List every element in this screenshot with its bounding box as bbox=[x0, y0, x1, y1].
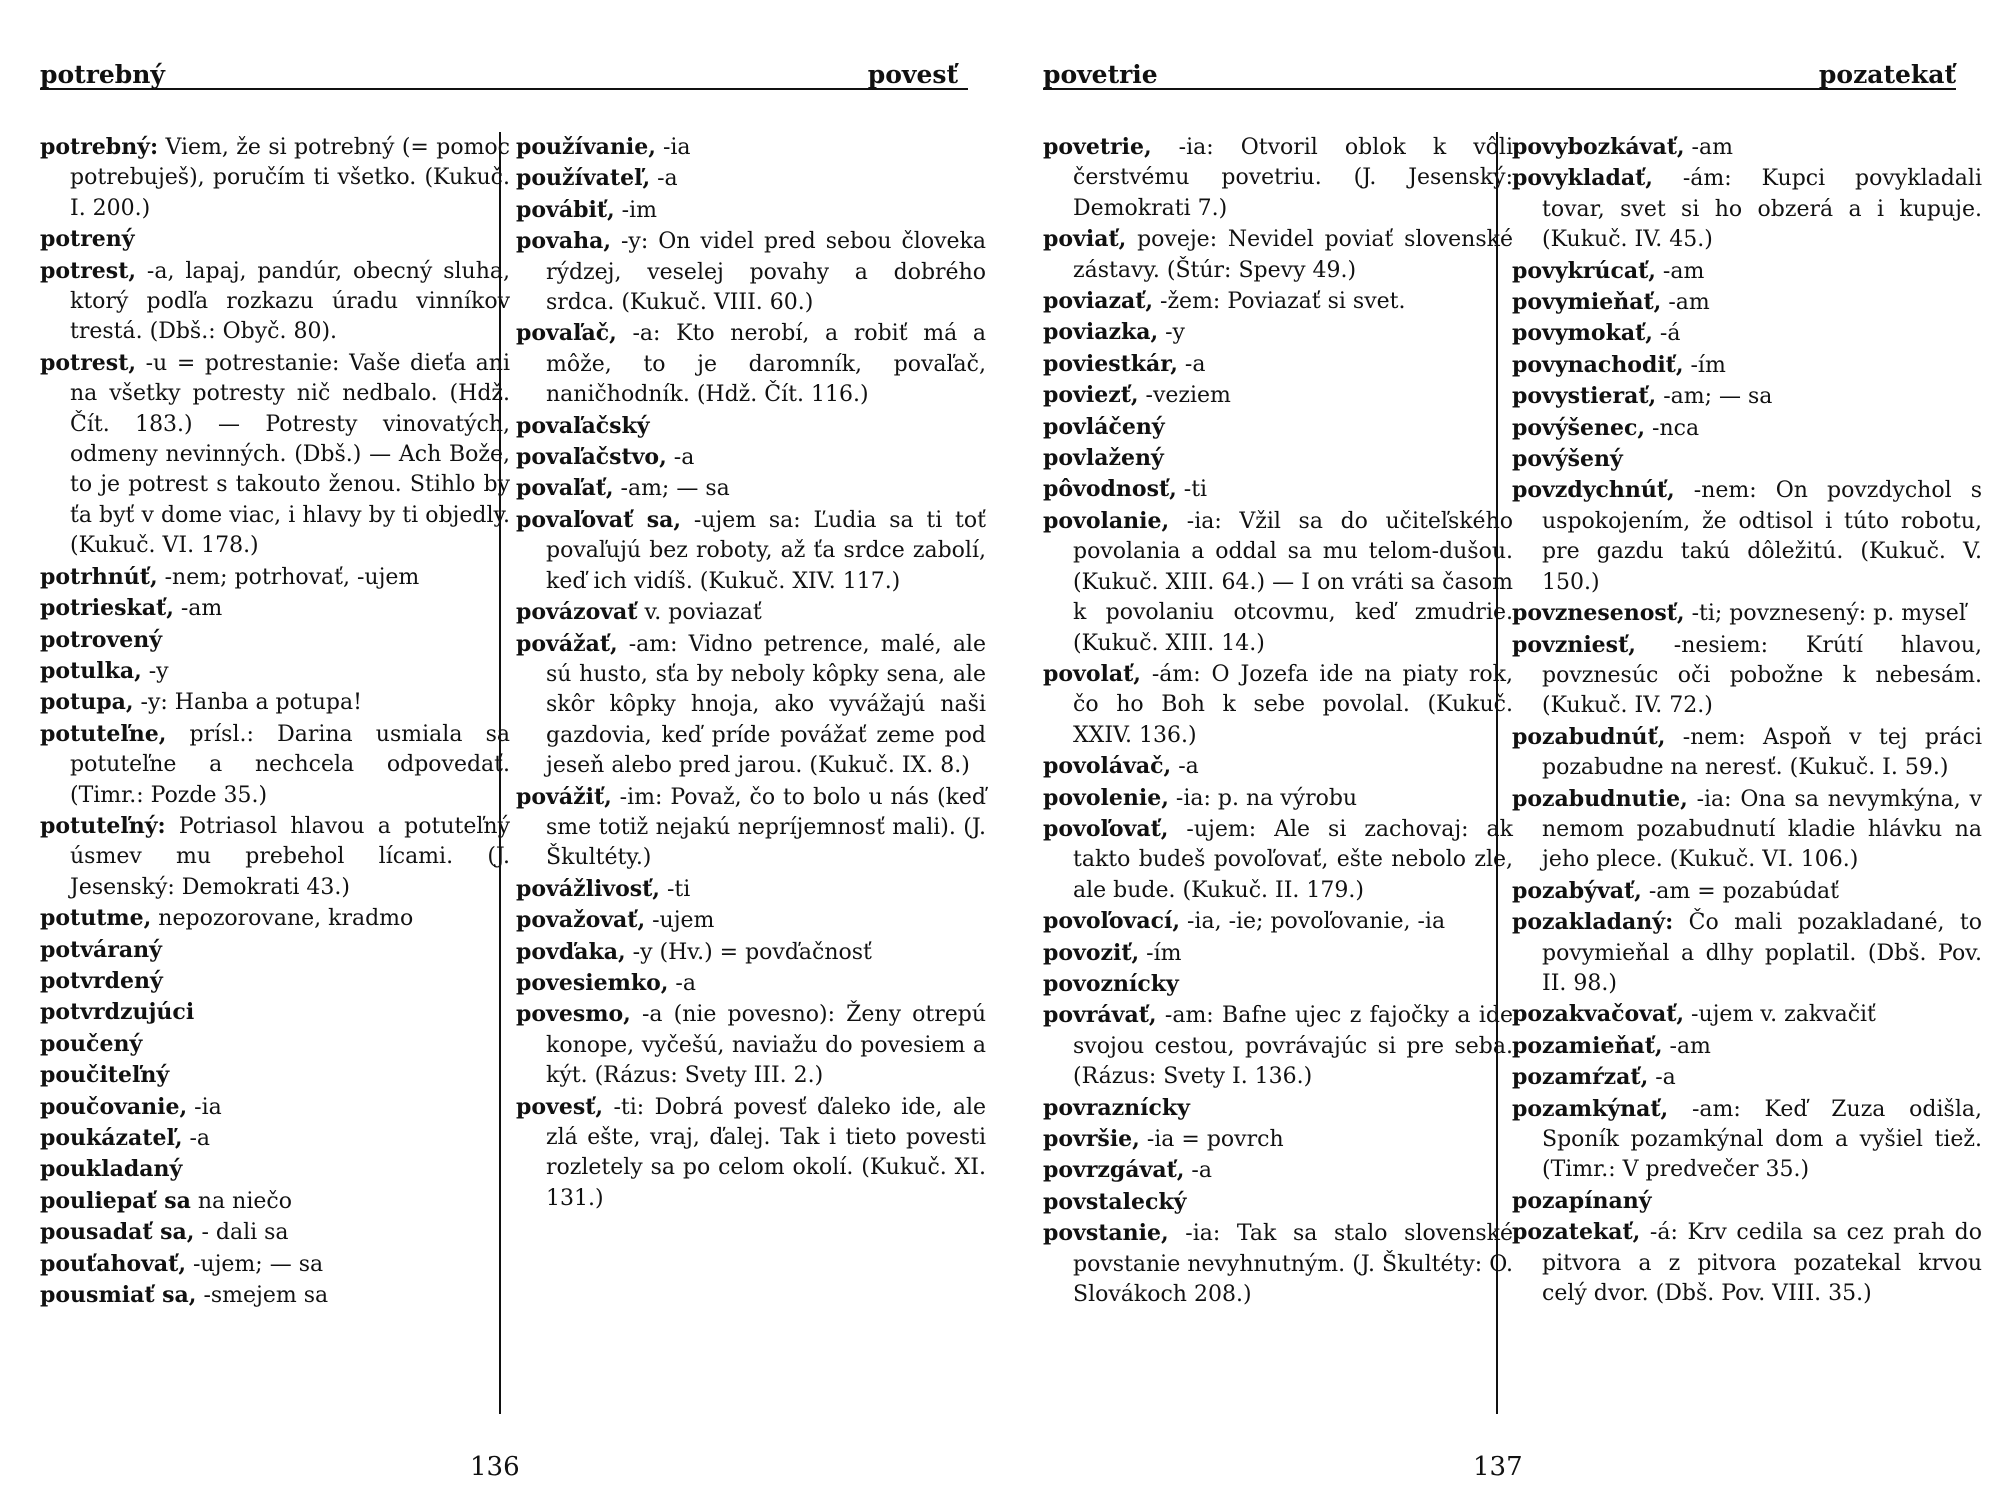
dictionary-entry bbox=[516, 905, 986, 936]
entry-text: -nca bbox=[1645, 415, 1700, 441]
dictionary-entry bbox=[1512, 1062, 1982, 1093]
entry-text: -y: On videl pred sebou človeka rýdzej, veselej povahy a dobrého srdca. (Kukuč. VIII. 60.) bbox=[546, 229, 986, 316]
headword: povznesenosť, bbox=[1512, 600, 1685, 627]
right-page-number: 137 bbox=[1473, 1452, 1523, 1482]
entry-text: -a (nie povesno): Ženy otrepú konope, vyčešú, naviažu do povesiem a kýt. (Rázus: Svety III. 2.) bbox=[546, 1002, 986, 1089]
dictionary-entry bbox=[1512, 722, 1982, 784]
right-running-head-last: pozatekať bbox=[1818, 60, 1956, 89]
headword: povábiť, bbox=[516, 196, 615, 223]
entry-text: -am bbox=[1655, 258, 1705, 284]
dictionary-entry bbox=[1512, 1186, 1982, 1217]
headword: pozakladaný: bbox=[1512, 909, 1674, 936]
headword: povymieňať, bbox=[1512, 289, 1662, 316]
entry-text: -ia bbox=[655, 135, 691, 160]
right-column-2 bbox=[1512, 132, 1982, 1309]
dictionary-entry bbox=[1512, 444, 1982, 475]
entry-text: Potriasol hlavou a potuteľný úsmev mu prebehol lícami. (J. Jesenský: Demokrati 43.) bbox=[70, 813, 510, 900]
headword: povykladať, bbox=[1512, 165, 1653, 192]
entry-text: -ti bbox=[659, 876, 691, 902]
headword: potutme, bbox=[40, 905, 152, 932]
dictionary-entry bbox=[1512, 350, 1982, 381]
entry-text: -ujem sa: Ľudia sa ti toť povaľujú bez roboty, až ťa srdce zabolí, keď ich vidíš. (Kukuč. XIV. 117.) bbox=[546, 507, 986, 594]
entry-text: -a, lapaj, pandúr, obecný sluha, ktorý podľa rozkazu úradu vinníkov trestá. (Dbš.: Obyč. 80). bbox=[70, 258, 510, 345]
headword: povstalecký bbox=[1043, 1188, 1187, 1215]
headword: pozamieňať, bbox=[1512, 1032, 1663, 1059]
dictionary-entry bbox=[1512, 256, 1982, 287]
dictionary-entry bbox=[516, 874, 986, 905]
headword: potváraný bbox=[40, 936, 162, 963]
entry-text: -a bbox=[1648, 1065, 1676, 1091]
headword: povoznícky bbox=[1043, 970, 1179, 997]
headword: površie, bbox=[1043, 1126, 1140, 1152]
entry-text: -ti; povznesený: p. myseľ bbox=[1684, 601, 1966, 627]
dictionary-entry bbox=[40, 656, 510, 687]
dictionary-entry bbox=[40, 625, 510, 656]
headword: poučený bbox=[40, 1030, 143, 1057]
dictionary-entry bbox=[1043, 1124, 1513, 1155]
headword: potuteľne, bbox=[40, 720, 167, 747]
headword: povstanie, bbox=[1043, 1220, 1169, 1247]
headword: povolanie, bbox=[1043, 507, 1170, 534]
headword: povybozkávať, bbox=[1512, 134, 1685, 160]
dictionary-entry bbox=[1512, 163, 1982, 255]
entry-text: -y (Hv.) = povďačnosť bbox=[625, 939, 872, 965]
headword: poviať, bbox=[1043, 226, 1127, 253]
headword: pousadať sa, bbox=[40, 1219, 195, 1246]
headword: poviazka, bbox=[1043, 319, 1159, 346]
headword: potrieskať, bbox=[40, 595, 174, 622]
entry-text: -im bbox=[614, 197, 657, 223]
entry-text: -y bbox=[141, 658, 169, 684]
entry-text: -a: Kto nerobí, a robiť má a môže, to je daromník, povaľač, naničhodník. (Hdž. Čít. 116.) bbox=[546, 321, 986, 408]
dictionary-entry bbox=[516, 318, 986, 410]
dictionary-entry bbox=[1043, 1218, 1513, 1310]
dictionary-entry bbox=[40, 903, 510, 934]
dictionary-entry bbox=[1043, 506, 1513, 659]
entry-text: -nem; potrhovať, -ujem bbox=[157, 564, 420, 590]
dictionary-entry bbox=[1512, 318, 1982, 349]
headword: pozapínaný bbox=[1512, 1187, 1652, 1214]
headword: povážiť, bbox=[516, 783, 612, 810]
entry-text: -á: Krv cedila sa cez prah do pitvora a z pitvora pozatekal krvou celý dvor. (Dbš. Pov. VIII. 35.) bbox=[1542, 1220, 1982, 1307]
entry-text: -veziem bbox=[1138, 383, 1231, 409]
headword: potrest, bbox=[40, 349, 137, 376]
entry-text: -ia: Ona sa nevymkýna, v nemom pozabudnutí kladie hlávku na jeho plece. (Kukuč. VI. 106.) bbox=[1542, 786, 1982, 873]
headword: povystierať, bbox=[1512, 383, 1657, 410]
headword: povymokať, bbox=[1512, 320, 1653, 347]
entry-text: nepozorovane, kradmo bbox=[151, 906, 414, 932]
dictionary-entry bbox=[516, 968, 986, 999]
headword: poučovanie, bbox=[40, 1093, 188, 1120]
headword: potrovený bbox=[40, 626, 163, 653]
dictionary-entry bbox=[40, 811, 510, 903]
entry-text: -am; — sa bbox=[1656, 384, 1773, 410]
dictionary-entry bbox=[1043, 969, 1513, 1000]
headword: povoľovať, bbox=[1043, 815, 1169, 842]
headword: povaľovať sa, bbox=[516, 506, 682, 533]
dictionary-entry bbox=[40, 562, 510, 593]
dictionary-entry bbox=[1043, 286, 1513, 317]
headword: pozatekať, bbox=[1512, 1219, 1641, 1246]
headword: povetrie, bbox=[1043, 134, 1152, 160]
entry-text: -nesiem: Krútí hlavou, povznesúc oči pobožne k nebesám. (Kukuč. IV. 72.) bbox=[1542, 632, 1982, 719]
headword: povynachodiť, bbox=[1512, 351, 1684, 378]
headword: potupa, bbox=[40, 689, 134, 716]
dictionary-entry bbox=[40, 1029, 510, 1060]
entry-text: -ám: Kupci povykladali tovar, svet si ho obzerá a i kupuje. (Kukuč. IV. 45.) bbox=[1542, 166, 1982, 253]
headword: povaľač, bbox=[516, 320, 617, 347]
entry-text: -nem: Aspoň v tej práci pozabudne na neresť. (Kukuč. I. 59.) bbox=[1542, 724, 1982, 781]
headword: poučiteľný bbox=[40, 1062, 170, 1089]
dictionary-entry bbox=[1512, 598, 1982, 629]
dictionary-entry bbox=[516, 411, 986, 442]
headword: poviestkár, bbox=[1043, 350, 1178, 377]
dictionary-entry bbox=[516, 597, 986, 628]
entry-text: -ujem; — sa bbox=[186, 1251, 324, 1277]
dictionary-entry bbox=[516, 782, 986, 874]
entry-text: v. poviazať bbox=[637, 600, 762, 626]
entry-text: Viem, že si potrebný (= pomoc potrebuješ), poručím ti všetko. (Kukuč. I. 200.) bbox=[70, 135, 510, 221]
entry-text: prísl.: Darina usmiala sa potuteľne a nechcela odpovedať. (Timr.: Pozde 35.) bbox=[70, 721, 510, 808]
dictionary-entry bbox=[1043, 317, 1513, 348]
dictionary-entry bbox=[1043, 938, 1513, 969]
headword: povolávač, bbox=[1043, 753, 1172, 780]
entry-text: -ti bbox=[1176, 477, 1208, 503]
dictionary-entry bbox=[516, 505, 986, 597]
headword: povážať, bbox=[516, 630, 618, 657]
headword: povýšenec, bbox=[1512, 414, 1646, 441]
entry-text: -a bbox=[1177, 351, 1206, 377]
dictionary-entry bbox=[1043, 443, 1513, 474]
entry-text: -ujem v. zakvačiť bbox=[1684, 1002, 1876, 1028]
dictionary-entry bbox=[1043, 474, 1513, 505]
left-column-1 bbox=[40, 132, 510, 1311]
headword: povaľačstvo, bbox=[516, 444, 667, 471]
dictionary-entry bbox=[1043, 906, 1513, 937]
dictionary-entry bbox=[40, 719, 510, 811]
entry-text: - dali sa bbox=[194, 1220, 289, 1246]
dictionary-entry bbox=[1512, 784, 1982, 876]
headword: pozabudnutie, bbox=[1512, 785, 1688, 812]
entry-text: -am: Bafne ujec z fajočky a ide svojou cestou, povrávajúc si pre seba. (Rázus: Svety I. 136.) bbox=[1073, 1003, 1513, 1090]
entry-text: -ia: Vžil sa do učiteľského povolania a oddal sa mu telom-dušou. (Kukuč. XIII. 64.) — I on vráti sa časom k povolaniu otcovmu, keď zmudrie. (Kukuč. XIII. 14.) bbox=[1073, 508, 1513, 656]
dictionary-entry bbox=[1512, 413, 1982, 444]
dictionary-entry bbox=[40, 593, 510, 624]
dictionary-entry bbox=[516, 163, 986, 194]
headword: povlažený bbox=[1043, 445, 1164, 472]
headword: povrzgávať, bbox=[1043, 1157, 1185, 1184]
entry-text: -a bbox=[650, 166, 678, 192]
headword: pozamkýnať, bbox=[1512, 1095, 1669, 1122]
headword: povaľať, bbox=[516, 475, 614, 502]
dictionary-entry bbox=[40, 1186, 510, 1217]
headword: povrávať, bbox=[1043, 1002, 1157, 1029]
dictionary-entry bbox=[516, 195, 986, 226]
dictionary-entry bbox=[516, 132, 986, 163]
headword: povýšený bbox=[1512, 446, 1623, 473]
headword: povolenie, bbox=[1043, 784, 1169, 811]
headword: povláčený bbox=[1043, 413, 1165, 440]
entry-text: -ia: Otvoril oblok k vôli čerstvému povetriu. (J. Jesenský: Demokrati 7.) bbox=[1073, 135, 1513, 221]
headword: potrhnúť, bbox=[40, 563, 158, 590]
headword: povďaka, bbox=[516, 938, 626, 965]
entry-text: -am bbox=[1661, 290, 1710, 316]
left-column-divider bbox=[499, 132, 501, 1414]
dictionary-entry bbox=[1512, 999, 1982, 1030]
entry-text: -ím bbox=[1139, 940, 1182, 966]
headword: povaha, bbox=[516, 228, 612, 255]
entry-text: -ím bbox=[1683, 352, 1726, 378]
headword: poviazať, bbox=[1043, 288, 1154, 315]
entry-text: -am; — sa bbox=[613, 476, 730, 502]
dictionary-entry bbox=[40, 997, 510, 1028]
dictionary-entry bbox=[1043, 412, 1513, 443]
entry-text: -am bbox=[173, 596, 223, 622]
headword: poukladaný bbox=[40, 1156, 183, 1183]
dictionary-entry bbox=[1043, 1093, 1513, 1124]
dictionary-entry bbox=[516, 442, 986, 473]
entry-text: na niečo bbox=[190, 1188, 292, 1214]
headword: potulka, bbox=[40, 657, 142, 684]
entry-text: -im: Považ, čo to bolo u nás (keď sme totiž nejakú nepríjemnosť mali). (J. Škultéty.) bbox=[546, 784, 986, 871]
entry-text: -am bbox=[1684, 135, 1733, 160]
right-column-1 bbox=[1043, 132, 1513, 1310]
entry-text: -am: Keď Zuza odišla, Sponík pozamkýnal dom a vyšiel tiež. (Timr.: V predvečer 35.) bbox=[1542, 1096, 1982, 1183]
dictionary-entry bbox=[516, 629, 986, 782]
dictionary-entry bbox=[40, 348, 510, 562]
headword: pouliepať sa bbox=[40, 1187, 191, 1214]
headword: potrený bbox=[40, 226, 135, 253]
headword: povraznícky bbox=[1043, 1094, 1190, 1121]
dictionary-entry bbox=[40, 687, 510, 718]
dictionary-entry bbox=[1512, 907, 1982, 999]
headword: poukázateľ, bbox=[40, 1125, 183, 1151]
right-page bbox=[998, 0, 1996, 1500]
entry-text: -ia = povrch bbox=[1139, 1127, 1284, 1152]
dictionary-entry bbox=[516, 1092, 986, 1215]
headword: potrest, bbox=[40, 257, 137, 284]
entry-text: -ia bbox=[187, 1094, 222, 1120]
dictionary-entry bbox=[1512, 475, 1982, 598]
entry-text: -ám: O Jozefa ide na piaty rok, čo ho Boh k sebe povolal. (Kukuč. XXIV. 136.) bbox=[1073, 661, 1513, 748]
headword: pouťahovať, bbox=[40, 1250, 186, 1277]
headword: potrebný: bbox=[40, 134, 159, 160]
dictionary-entry bbox=[1043, 1155, 1513, 1186]
dictionary-entry bbox=[40, 935, 510, 966]
dictionary-entry bbox=[40, 1154, 510, 1185]
left-running-head-last: povesť bbox=[867, 60, 958, 89]
entry-text: poveje: Nevidel poviať slovenské zástavy. (Štúr: Spevy 49.) bbox=[1073, 227, 1513, 283]
headword: povykrúcať, bbox=[1512, 257, 1656, 284]
entry-text: -a bbox=[666, 445, 695, 471]
headword: pozamŕzať, bbox=[1512, 1064, 1649, 1091]
entry-text: -smejem sa bbox=[196, 1283, 329, 1309]
dictionary-entry bbox=[1043, 659, 1513, 751]
headword: potvrdený bbox=[40, 967, 163, 994]
dictionary-entry bbox=[1512, 876, 1982, 907]
headword: poviezť, bbox=[1043, 382, 1139, 409]
dictionary-entry bbox=[1043, 783, 1513, 814]
headword: povážlivosť, bbox=[516, 875, 660, 902]
entry-text: -ujem: Ale si zachovaj: ak takto budeš povoľovať, ešte nebolo zle, ale bude. (Kukuč. II. 179.) bbox=[1073, 816, 1513, 903]
dictionary-entry bbox=[1043, 814, 1513, 906]
dictionary-entry bbox=[516, 999, 986, 1091]
dictionary-entry bbox=[1043, 380, 1513, 411]
headword: povesiemko, bbox=[516, 969, 669, 996]
dictionary-entry bbox=[1043, 224, 1513, 286]
dictionary-entry bbox=[1512, 1094, 1982, 1186]
left-header-rule bbox=[40, 88, 968, 90]
dictionary-entry bbox=[1512, 287, 1982, 318]
dictionary-entry bbox=[1043, 349, 1513, 380]
headword: povoľovací, bbox=[1043, 908, 1180, 935]
dictionary-entry bbox=[516, 226, 986, 318]
dictionary-entry bbox=[40, 256, 510, 348]
dictionary-entry bbox=[1043, 751, 1513, 782]
entry-text: -ti: Dobrá povesť ďaleko ide, ale zlá ešte, vraj, ďalej. Tak i tieto povesti rozletely sa po celom okolí. (Kukuč. XI. 131.) bbox=[546, 1094, 986, 1211]
dictionary-entry bbox=[1512, 630, 1982, 722]
dictionary-entry bbox=[40, 1249, 510, 1280]
dictionary-entry bbox=[40, 132, 510, 224]
headword: povolať, bbox=[1043, 660, 1141, 687]
dictionary-entry bbox=[1512, 1217, 1982, 1309]
entry-text: -žem: Poviazať si svet. bbox=[1153, 289, 1406, 315]
entry-text: -a bbox=[182, 1126, 211, 1151]
left-page-number: 136 bbox=[470, 1452, 520, 1482]
dictionary-entry bbox=[1512, 1031, 1982, 1062]
headword: pozabývať, bbox=[1512, 877, 1642, 904]
entry-text: -a bbox=[668, 970, 696, 996]
dictionary-entry bbox=[516, 937, 986, 968]
headword: pozabudnúť, bbox=[1512, 723, 1666, 750]
headword: pozakvačovať, bbox=[1512, 1001, 1685, 1028]
dictionary-entry bbox=[40, 1092, 510, 1123]
dictionary-entry bbox=[1512, 132, 1982, 163]
headword: používanie, bbox=[516, 134, 656, 160]
headword: pousmiať sa, bbox=[40, 1282, 197, 1309]
right-header-rule bbox=[1043, 88, 1956, 90]
right-column-divider bbox=[1496, 132, 1498, 1414]
dictionary-entry bbox=[40, 1060, 510, 1091]
dictionary-entry bbox=[40, 966, 510, 997]
dictionary-entry bbox=[40, 1217, 510, 1248]
entry-text: -ia: p. na výrobu bbox=[1168, 785, 1358, 811]
entry-text: -am = pozabúdať bbox=[1641, 878, 1839, 904]
headword: povázovať bbox=[516, 599, 638, 626]
entry-text: -y bbox=[1158, 320, 1185, 346]
dictionary-entry bbox=[1043, 132, 1513, 224]
entry-text: -a bbox=[1184, 1158, 1212, 1184]
dictionary-entry bbox=[1512, 381, 1982, 412]
headword: povaľačský bbox=[516, 412, 650, 439]
dictionary-entry bbox=[40, 1123, 510, 1154]
dictionary-entry bbox=[40, 1280, 510, 1311]
headword: používateľ, bbox=[516, 165, 651, 192]
headword: považovať, bbox=[516, 907, 646, 934]
entry-text: -ia, -ie; povoľovanie, -ia bbox=[1180, 909, 1446, 935]
headword: povesmo, bbox=[516, 1001, 631, 1028]
entry-text: Čo mali pozakladané, to povymieňal a dlhy poplatil. (Dbš. Pov. II. 98.) bbox=[1542, 910, 1982, 996]
entry-text: -ia: Tak sa stalo slovenské povstanie nevyhnutným. (J. Škultéty: O. Slovákoch 208.) bbox=[1073, 1221, 1513, 1308]
left-column-2 bbox=[516, 132, 986, 1214]
entry-text: -nem: On povzdychol s uspokojením, že odtisol i túto robotu, pre gazdu takú dôležitú. (Kukuč. V. 150.) bbox=[1542, 478, 1982, 595]
dictionary-entry bbox=[1043, 1187, 1513, 1218]
headword: povoziť, bbox=[1043, 939, 1140, 966]
entry-text: -ujem bbox=[645, 908, 715, 934]
dictionary-entry bbox=[516, 473, 986, 504]
entry-text: -á bbox=[1652, 321, 1681, 347]
entry-text: -y: Hanba a potupa! bbox=[133, 690, 362, 716]
entry-text: -u = potrestanie: Vaše dieťa ani na všetky potresty nič nedbalo. (Hdž. Čít. 183.) — Potresty vinovatých, odmeny nevinných. (Dbš.) — Ach Bože, to je potrest s takouto ženou. Stihlo by ťa byť v dome viac, i hlavy by ti objedly. (Kukuč. VI. 178.) bbox=[70, 350, 510, 559]
headword: pôvodnosť, bbox=[1043, 476, 1177, 503]
headword: potuteľný: bbox=[40, 812, 166, 839]
dictionary-entry bbox=[40, 224, 510, 255]
entry-text: -a bbox=[1171, 754, 1199, 780]
entry-text: -am: Vidno petrence, malé, ale sú husto, sťa by neboly kôpky sena, ale skôr kôpky hnoja, ako vyvážajú naši gazdovia, keď príde povážať zeme pod jeseň alebo pred jarou. (Kukuč. IX. 8.) bbox=[546, 631, 986, 779]
headword: povzdychnúť, bbox=[1512, 477, 1675, 504]
entry-text: -am bbox=[1662, 1033, 1711, 1059]
left-running-head-first: potrebný bbox=[40, 60, 165, 89]
headword: povesť, bbox=[516, 1093, 604, 1120]
headword: potvrdzujúci bbox=[40, 999, 195, 1026]
dictionary-entry bbox=[1043, 1000, 1513, 1092]
right-running-head-first: povetrie bbox=[1043, 60, 1158, 89]
headword: povzniesť, bbox=[1512, 631, 1636, 658]
